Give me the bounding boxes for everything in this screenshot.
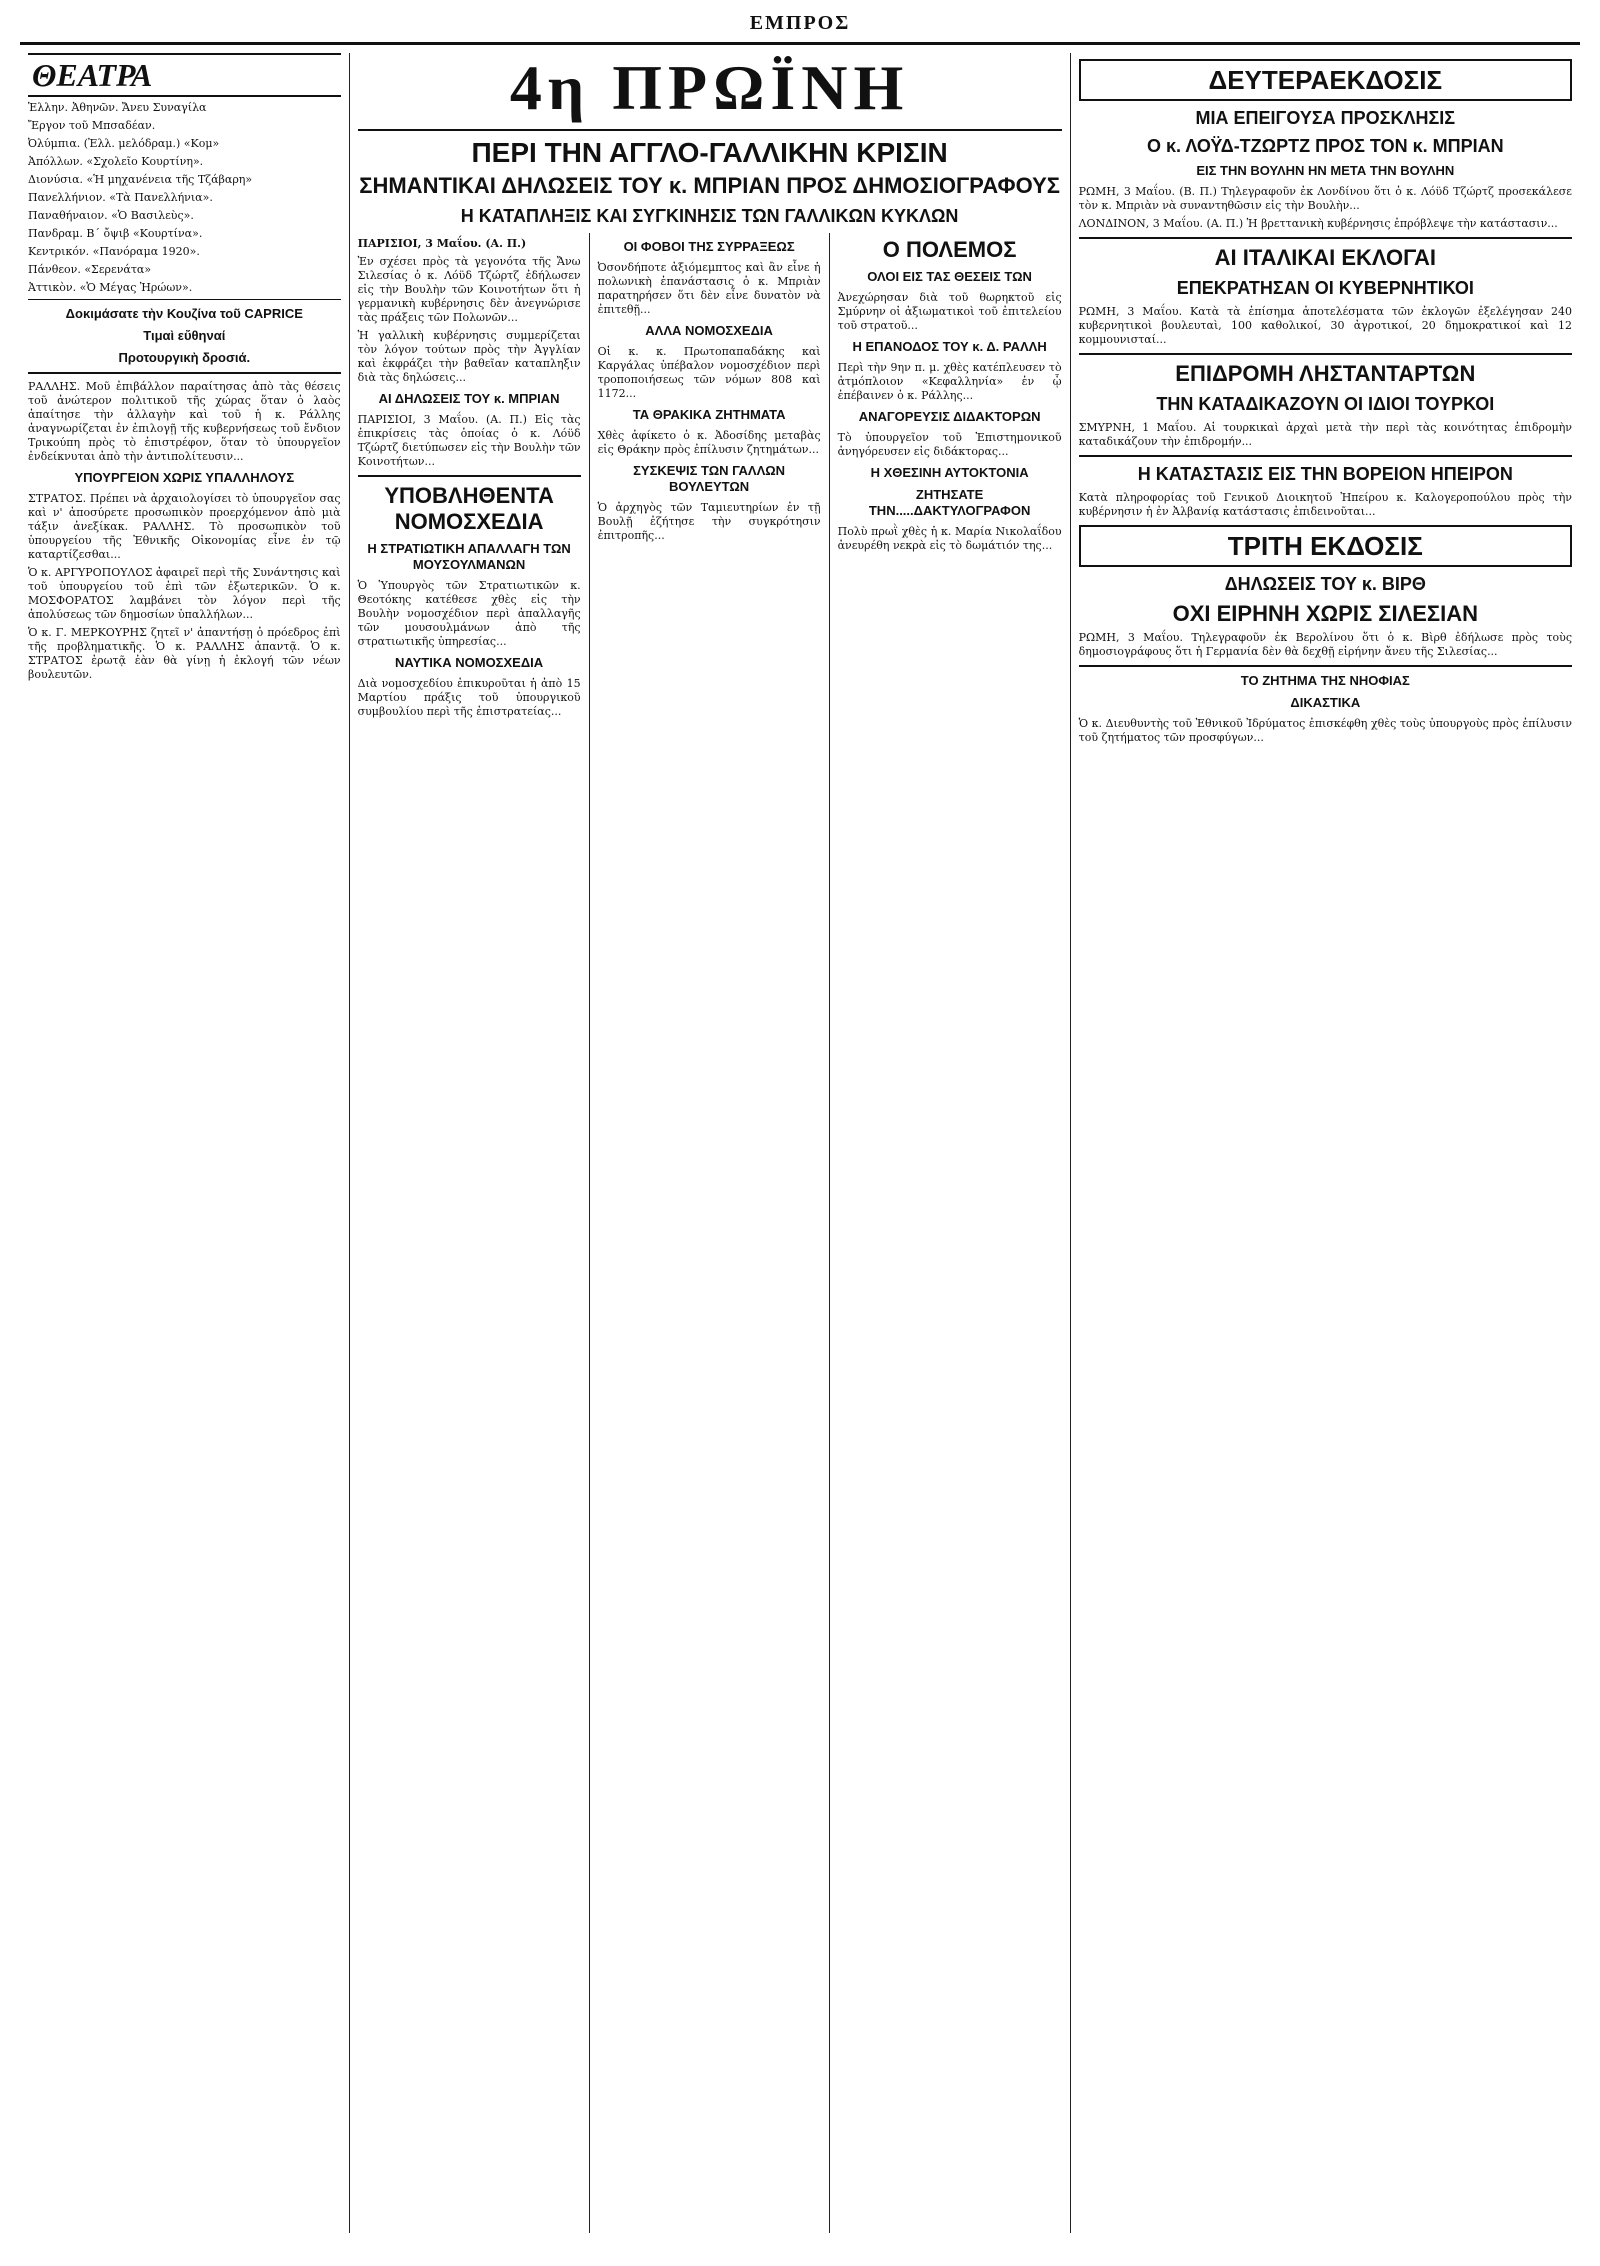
section-heading: ΑΝΑΓΟΡΕΥΣΙΣ ΔΙΔΑΚΤΟΡΩΝ [858, 409, 1041, 424]
bills-subtitle: Η ΣΤΡΑΤΙΩΤΙΚΗ ΑΠΑΛΛΑΓΗ ΤΩΝ ΜΟΥΣΟΥΛΜΑΝΩΝ [367, 541, 571, 572]
article-text: ΣΤΡΑΤΟΣ. Πρέπει νὰ ἀρχαιολογίσει τὸ ὑπουργεῖον σας καὶ ν' ἀποσύρετε προσωπικὸν προερχόμενον ἀπὸ μιὰ τάξιν ἀνεξίκακ. ΡΑΛΛΗΣ. Τὸ προσωπικὸν τοῦ ὑπουργείου τῆς Ἐθνικῆς Οἰκονομίας εἶνε ἐν τῷ καταρτίζεσθαι... [28, 492, 341, 561]
column-lead-1 [350, 233, 590, 2233]
column-lead-2 [590, 233, 830, 2233]
theatre-line: Ἔργον τοῦ Μπσαδέαν. [28, 119, 156, 132]
masthead [20, 12, 1580, 45]
article-text: Ὁ Ὑπουργὸς τῶν Στρατιωτικῶν κ. Θεοτόκης κατέθεσε χθὲς εἰς τὴν Βουλὴν νομοσχέδιον περὶ ἀπαλλαγῆς τῶν μουσουλμάνων ἀπὸ τῆς στρατιωτικῆς ὑπηρεσίας... [357, 579, 581, 648]
edition-title: 4η ΠΡΩΪΝΗ [509, 52, 910, 123]
article-text: Κατὰ πληροφορίας τοῦ Γενικοῦ Διοικητοῦ Ἠπείρου κ. Καλογεροπούλου πρὸς τὴν κυβέρνησιν ἡ ἐν Ἀλβανίᾳ κατάστασις ἐπιδεινοῦται... [1078, 491, 1572, 518]
italy-subtitle: ΕΠΕΚΡΑΤΗΣΑΝ ΟΙ ΚΥΒΕΡΝΗΤΙΚΟΙ [1176, 278, 1474, 298]
theatre-line: Ὀλύμπια. (Ἐλλ. μελόδραμ.) «Κομ» [28, 137, 220, 150]
masthead-title: ΕΜΠΡΟΣ [749, 12, 851, 34]
war-subtitle: ΟΛΟΙ ΕΙΣ ΤΑΣ ΘΕΣΕΙΣ ΤΩΝ [867, 269, 1032, 284]
section-heading: ΥΠΟΥΡΓΕΙΟΝ ΧΩΡΙΣ ΥΠΑΛΛΗΛΟΥΣ [74, 470, 295, 485]
article-text: Οἱ κ. κ. Πρωτοπαπαδάκης καὶ Καργάλας ὑπέβαλον νομοσχέδιον περὶ τροποποιήσεως τῶν νόμων 808 καὶ 1172... [597, 345, 821, 400]
italy-title: ΑΙ ΙΤΑΛΙΚΑΙ ΕΚΛΟΓΑΙ [1214, 245, 1436, 270]
article-text: ΡΩΜΗ, 3 Μαΐου. Τηλεγραφοῦν ἐκ Βερολίνου ὅτι ὁ κ. Βὶρθ ἐδήλωσε πρὸς τοὺς δημοσιογράφους ὅτι ἡ Γερμανία δὲν θὰ δεχθῇ εἰρήνην ἄνευ τῆς Σιλεσίας... [1078, 631, 1572, 658]
theatre-line: Πανδραμ. Β΄ ὄψιβ «Κουρτίνα». [28, 227, 203, 240]
lead-body [350, 233, 1070, 2233]
war-title: Ο ΠΟΛΕΜΟΣ [882, 237, 1017, 262]
article-text: Ἀνεχώρησαν διὰ τοῦ θωρηκτοῦ εἰς Σμύρνην οἱ ἀξιωματικοὶ τοῦ ἐπιτελείου τοῦ στρατοῦ... [837, 291, 1062, 332]
article-text: Ὁ ἀρχηγὸς τῶν Ταμιευτηρίων ἐν τῇ Βουλῇ ἐζήτησε τὴν συγκρότησιν ἐπιτροπῆς... [597, 501, 821, 542]
article-text: Ὁ κ. Γ. ΜΕΡΚΟΥΡΗΣ ζητεῖ ν' ἀπαντήσῃ ὁ πρόεδρος ἐπὶ τῆς προβληματικῆς. Ὁ κ. ΡΑΛΛΗΣ ἀπαντᾷ. Ὁ κ. ΣΤΡΑΤΟΣ ἐρωτᾷ ἐὰν θὰ γίνῃ ἡ ἐκλογή τῶν νέων βουλευτῶν. [28, 626, 341, 681]
section-heading: ΤΟ ΖΗΤΗΜΑ ΤΗΣ ΝΗΟΦΙΑΣ [1240, 673, 1410, 688]
article-text: Περὶ τὴν 9ην π. μ. χθὲς κατέπλευσεν τὸ ἀτμόπλοιον «Κεφαλληνία» ἐν ᾧ ἐπέβαινεν ὁ κ. Ράλλης... [837, 361, 1062, 402]
theatre-line: Ἀπόλλων. «Σχολεῖο Κουρτίνη». [28, 155, 204, 168]
section-heading: ΣΥΣΚΕΨΙΣ ΤΩΝ ΓΑΛΛΩΝ ΒΟΥΛΕΥΤΩΝ [633, 463, 786, 494]
section-heading: ΜΙΑ ΕΠΕΙΓΟΥΣΑ ΠΡΟΣΚΛΗΣΙΣ [1195, 108, 1456, 128]
section-subheading: ΖΗΤΗΣΑΤΕ ΤΗΝ.....ΔΑΚΤΥΛΟΓΡΑΦΟΝ [868, 487, 1031, 518]
lead-subtitle: ΣΗΜΑΝΤΙΚΑΙ ΔΗΛΩΣΕΙΣ ΤΟΥ κ. ΜΠΡΙΑΝ ΠΡΟΣ ΔΗΜΟΣΙΟΓΡΑΦΟΥΣ [359, 173, 1060, 198]
columns [20, 53, 1580, 2233]
ad-line: Προτουργικὴ δροσιά. [118, 350, 251, 365]
theatre-line: Διονύσια. «Ἡ μηχανένεια τῆς Τζάβαρη» [28, 173, 253, 186]
section-heading: ΑΙ ΔΗΛΩΣΕΙΣ ΤΟΥ κ. ΜΠΡΙΑΝ [378, 391, 560, 406]
dateline: ΠΑΡΙΣΙΟΙ, 3 Μαΐου. (Α. Π.) [357, 237, 527, 250]
epirus-title: Η ΚΑΤΑΣΤΑΣΙΣ ΕΙΣ ΤΗΝ ΒΟΡΕΙΟΝ ΗΠΕΙΡΟΝ [1137, 464, 1513, 484]
article-text: Διὰ νομοσχεδίου ἐπικυροῦται ἡ ἀπὸ 15 Μαρτίου πράξις τοῦ ὑπουργικοῦ συμβουλίου περὶ τῆς ἐπιστρατείας... [357, 677, 581, 718]
column-war [830, 233, 1070, 2233]
theatre-line: Κεντρικόν. «Πανόραμα 1920». [28, 245, 200, 258]
article-text: Τὸ ὑπουργεῖον τοῦ Ἐπιστημονικοῦ ἀνηγόρευσεν εἰς διδάκτορας... [837, 431, 1062, 458]
ad-line: Δοκιμάσατε τὴν Κουζίνα τοῦ CAPRICE [65, 306, 303, 321]
theatre-line: Ἑλλην. Ἀθηνῶν. Ἄνευ Συναγίλα [28, 101, 207, 114]
section-heading: ΔΙΚΑΣΤΙΚΑ [1290, 695, 1361, 710]
section-subheading: ΕΙΣ ΤΗΝ ΒΟΥΛΗΝ ΗΝ ΜΕΤΑ ΤΗΝ ΒΟΥΛΗΝ [1196, 163, 1455, 178]
article-text: Ὀσονδήποτε ἀξιόμεμπτος καὶ ἂν εἶνε ἡ πολωνικὴ ἐπανάστασις ὁ κ. Μπριὰν παρατηρήσεν ὅτι δὲν εἶνε δυνατὸν νὰ ἐπιτεθῇ... [597, 261, 821, 316]
article-text: ΡΩΜΗ, 3 Μαΐου. (Β. Π.) Τηλεγραφοῦν ἐκ Λονδίνου ὅτι ὁ κ. Λόϋδ Τζώρτζ προσεκάλεσε τὸν κ. Μπριὰν νὰ συναντηθῶσιν εἰς τὴν Βουλὴν... [1078, 185, 1572, 212]
article-text: Ἡ γαλλικὴ κυβέρνησις συμμερίζεται τὸν λόγον τούτων πρὸς τὴν Ἀγγλίαν καὶ ἐκφράζει τὴν βαθεῖαν καταπληξιν διὰ τὰς δηλώσεις... [357, 329, 581, 384]
article-text: Ὁ κ. ΑΡΓΥΡΟΠΟΥΛΟΣ ἀφαιρεῖ περὶ τῆς Συνάντησις καὶ τοῦ ὑπουργείου τοῦ ἐπὶ τῶν ἐξωτερικῶν. Ὁ κ. ΜΟΣΦΟΡΑΤΟΣ λαμβάνει τὸν λόγον περὶ τῆς ἀπολύσεως τῶν δημοσίων ὑπαλλήλων... [28, 566, 341, 621]
theatre-title: ΘΕΑΤΡΑ [28, 53, 341, 97]
article-text: ΡΑΛΛΗΣ. Μοῦ ἐπιβάλλον παραίτησας ἀπὸ τὰς θέσεις τοῦ ἀνώτερον πολιτικοῦ τῆς χώρας ὅταν ὁ λαὸς ἀπαίτησε τὴν ἀλλαγὴν καὶ τοῦ ἡ κ. Ράλλης ἀναγνωρίζεται ἐν ἐπιλογῇ τῆς κυβερνήσεως τοῦ ἔνδιον Τρικούπη πρὸς τὸ ἐπιστρέφον, ὅταν τὸ ὑπουργεῖον ἐνδείκνυται ἀπὸ τὴν ἀντιπολίτευσιν... [28, 380, 341, 463]
section-heading: Ο κ. ΛΟΫΔ-ΤΖΩΡΤΖ ΠΡΟΣ ΤΟΝ κ. ΜΠΡΙΑΝ [1146, 136, 1504, 156]
bills-title: ΥΠΟΒΛΗΘΕΝΤΑ ΝΟΜΟΣΧΕΔΙΑ [384, 483, 554, 534]
section-heading: ΟΧΙ ΕΙΡΗΝΗ ΧΩΡΙΣ ΣΙΛΕΣΙΑΝ [1172, 601, 1479, 626]
section-heading: ΝΑΥΤΙΚΑ ΝΟΜΟΣΧΕΔΙΑ [395, 655, 544, 670]
section-heading: ΟΙ ΦΟΒΟΙ ΤΗΣ ΣΥΡΡΑΞΕΩΣ [623, 239, 795, 254]
article-text: ΣΜΥΡΝΗ, 1 Μαΐου. Αἱ τουρκικαὶ ἀρχαὶ μετὰ τὴν περὶ τὰς κοινότητας ἐπιδρομὴν καταδικάζουν τὴν ἐπιδρομήν... [1078, 421, 1572, 448]
article-text: Πολὺ πρωῒ χθὲς ἡ κ. Μαρία Νικολαΐδου ἀνευρέθη νεκρὰ εἰς τὸ δωμάτιόν της... [837, 525, 1062, 552]
column-theatres [20, 53, 350, 2233]
article-text: Ὁ κ. Διευθυντὴς τοῦ Ἐθνικοῦ Ἰδρύματος ἐπισκέφθη χθὲς τοὺς ὑπουργοὺς πρὸς ἐπίλυσιν τοῦ ζητήματος τῶν προσφύγων... [1078, 717, 1572, 744]
article-text: ΛΟΝΔΙΝΟΝ, 3 Μαΐου. (Α. Π.) Ἡ βρεττανικὴ κυβέρνησις ἐπρόβλεψε τὴν κατάστασιν... [1078, 217, 1558, 230]
theatre-line: Παναθήναιον. «Ὁ Βασιλεὺς». [28, 209, 194, 222]
smyrna-subtitle: ΤΗΝ ΚΑΤΑΔΙΚΑΖΟΥΝ ΟΙ ΙΔΙΟΙ ΤΟΥΡΚΟΙ [1156, 394, 1495, 414]
smyrna-title: ΕΠΙΔΡΟΜΗ ΛΗΣΤΑΝΤΑΡΤΩΝ [1175, 361, 1476, 386]
article-text: Χθὲς ἀφίκετο ὁ κ. Ἀδοσίδης μεταβὰς εἰς Θράκην πρὸς ἐπίλυσιν ζητημάτων... [597, 429, 821, 456]
column-second-edition [1071, 53, 1580, 2233]
theatre-line: Πάνθεον. «Σερενάτα» [28, 263, 152, 276]
section-heading: ΑΛΛΑ ΝΟΜΟΣΧΕΔΙΑ [645, 323, 773, 338]
ad-line: Τιμαὶ εὔθηναί [143, 328, 226, 343]
newspaper-page [20, 12, 1580, 2242]
article-text: Ἐν σχέσει πρὸς τὰ γεγονότα τῆς Ἄνω Σιλεσίας ὁ κ. Λόϋδ Τζώρτζ ἐδήλωσεν εἰς τὴν Βουλὴν τῶν Κοινοτήτων ὅτι ἡ γερμανικὴ κυβέρνησις δὲν ἀνεγνώρισε τὰς πράξεις τῶν Πολωνῶν... [357, 255, 581, 324]
article-text: ΠΑΡΙΣΙΟΙ, 3 Μαΐου. (Α. Π.) Εἰς τὰς ἐπικρίσεις τὰς ὁποίας ὁ κ. Λόϋδ Τζώρτζ διετύπωσεν εἰς τὴν Βουλὴν τῶν Κοινοτήτων... [357, 413, 581, 468]
theatre-line: Πανελλήνιον. «Τὰ Πανελλήνια». [28, 191, 213, 204]
lead-deck: Η ΚΑΤΑΠΛΗΞΙΣ ΚΑΙ ΣΥΓΚΙΝΗΣΙΣ ΤΩΝ ΓΑΛΛΙΚΩΝ ΚΥΚΛΩΝ [460, 206, 959, 226]
section-heading: ΤΑ ΘΡΑΚΙΚΑ ΖΗΤΗΜΑΤΑ [632, 407, 786, 422]
lead-title: ΠΕΡΙ ΤΗΝ ΑΓΓΛΟ-ΓΑΛΛΙΚΗΝ ΚΡΙΣΙΝ [471, 137, 948, 168]
theatre-line: Ἀττικὸν. «Ὁ Μέγας Ἠρώων». [28, 281, 193, 294]
lead-block [350, 53, 1071, 2233]
lead-header [350, 53, 1070, 233]
section-heading: Η ΧΘΕΣΙΝΗ ΑΥΤΟΚΤΟΝΙΑ [870, 465, 1029, 480]
section-heading: ΔΗΛΩΣΕΙΣ ΤΟΥ κ. ΒΙΡΘ [1224, 574, 1426, 594]
third-edition-title: ΤΡΙΤΗ ΕΚΔΟΣΙΣ [1079, 525, 1572, 567]
second-edition-title: ΔΕΥΤΕΡΑΕΚΔΟΣΙΣ [1079, 59, 1572, 101]
section-heading: Η ΕΠΑΝΟΔΟΣ ΤΟΥ κ. Δ. ΡΑΛΛΗ [852, 339, 1047, 354]
article-text: ΡΩΜΗ, 3 Μαΐου. Κατὰ τὰ ἐπίσημα ἀποτελέσματα τῶν ἐκλογῶν ἐξελέγησαν 240 κυβερνητικοὶ βουλευταὶ, 100 καθολικοί, 30 ἀγροτικοί, 20 δημοκρατικοί καὶ 12 κομμουνισταί... [1078, 305, 1572, 346]
